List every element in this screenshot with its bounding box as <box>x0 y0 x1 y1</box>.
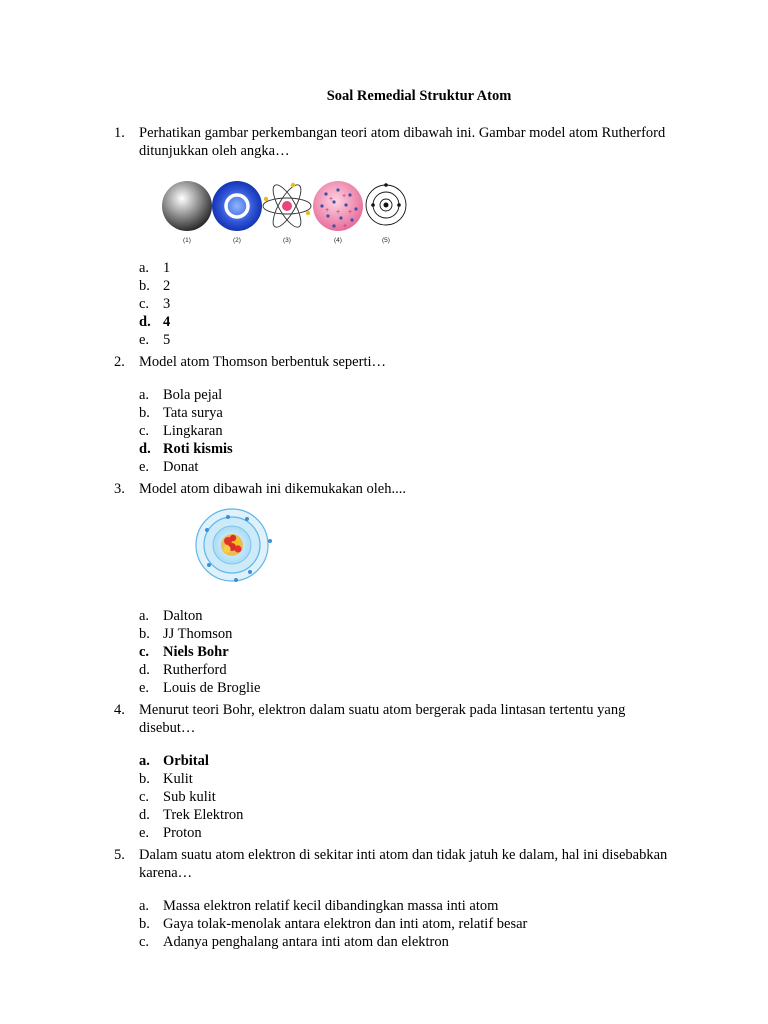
option-text: 1 <box>163 259 171 276</box>
option-text: Proton <box>163 825 202 842</box>
option-text: Louis de Broglie <box>163 680 261 697</box>
question-number: 3. <box>114 481 125 497</box>
svg-text:+: + <box>348 209 353 216</box>
answer-option <box>139 295 674 313</box>
question-4 <box>114 701 674 857</box>
option-letter: d. <box>139 807 150 824</box>
option-letter: e. <box>139 680 150 697</box>
option-text: Lingkaran <box>163 422 223 439</box>
answer-option <box>139 915 674 933</box>
figure-label-5: (5) <box>382 237 390 244</box>
answer-option <box>139 897 674 915</box>
question-3-options <box>114 592 674 712</box>
option-letter: d. <box>139 662 150 679</box>
option-letter: c. <box>139 422 150 439</box>
option-text: Tata surya <box>163 404 223 421</box>
option-text: JJ Thomson <box>163 625 233 642</box>
option-text: Massa elektron relatif kecil dibandingkan massa inti atom <box>163 897 499 914</box>
svg-text:+: + <box>329 196 334 203</box>
svg-text:+: + <box>342 193 347 200</box>
option-text: Orbital <box>163 752 209 769</box>
answer-option <box>139 643 674 661</box>
answer-option <box>139 331 674 349</box>
answer-option <box>139 661 674 679</box>
question-1-options <box>114 244 674 364</box>
options-list <box>139 752 674 843</box>
option-text: Rutherford <box>163 662 227 679</box>
answer-option <box>139 458 674 476</box>
option-letter: e. <box>139 332 150 349</box>
figure-label-3: (3) <box>283 237 291 244</box>
option-letter: b. <box>139 770 150 787</box>
option-letter: c. <box>139 788 150 805</box>
question-number: 5. <box>114 847 125 863</box>
option-text: 4 <box>163 314 171 331</box>
answer-option <box>139 277 674 295</box>
option-letter: b. <box>139 625 150 642</box>
dalton-model-icon <box>162 181 212 231</box>
option-text: 5 <box>163 332 171 349</box>
option-letter: b. <box>139 404 150 421</box>
answer-option <box>139 933 674 951</box>
page-title: Soal Remedial Struktur Atom <box>326 88 512 104</box>
option-letter: c. <box>139 933 150 950</box>
option-text: Dalton <box>163 607 203 624</box>
options-list <box>139 386 674 477</box>
svg-text:+: + <box>336 209 341 216</box>
option-letter: d. <box>139 441 151 458</box>
answer-option <box>139 259 674 277</box>
option-text: Niels Bohr <box>163 643 229 660</box>
option-letter: b. <box>139 915 150 932</box>
option-text: Donat <box>163 459 199 476</box>
question-number: 1. <box>114 125 125 141</box>
nucleus-icon <box>221 534 243 556</box>
question-1 <box>114 124 674 160</box>
answer-option <box>139 752 674 770</box>
answer-option <box>139 806 674 824</box>
option-text: Roti kismis <box>163 441 233 458</box>
option-letter: b. <box>139 277 150 294</box>
figure-label-4: (4) <box>334 237 342 244</box>
option-text: 3 <box>163 295 171 312</box>
figure-label-1: (1) <box>183 237 191 244</box>
option-text: Gaya tolak-menolak antara elektron dan inti atom, relatif besar <box>163 915 528 932</box>
option-text: Trek Elektron <box>163 807 244 824</box>
option-text: Bola pejal <box>163 386 223 403</box>
option-letter: e. <box>139 825 150 842</box>
svg-text:+: + <box>343 223 348 230</box>
option-text: Kulit <box>163 770 193 787</box>
answer-option <box>139 313 674 331</box>
answer-option <box>139 770 674 788</box>
question-number: 4. <box>114 702 125 718</box>
question-3 <box>114 480 674 498</box>
question-number: 2. <box>114 354 125 370</box>
option-text: Adanya penghalang antara inti atom dan elektron <box>163 933 449 950</box>
option-letter: c. <box>139 295 150 312</box>
cloud-model-icon <box>212 181 262 231</box>
answer-option <box>139 404 674 422</box>
answer-option <box>139 824 674 842</box>
option-letter: c. <box>139 643 150 660</box>
rutherford-model-icon <box>263 181 311 231</box>
option-letter: a. <box>139 752 150 769</box>
bohr-model-icon <box>366 183 406 225</box>
option-text: Sub kulit <box>163 788 216 805</box>
option-text: 2 <box>163 277 171 294</box>
bohr-atom-figure <box>192 508 276 589</box>
option-letter: a. <box>139 607 150 624</box>
options-list <box>139 259 674 350</box>
question-2 <box>114 353 674 491</box>
question-stem: Model atom dibawah ini dikemukakan oleh.... <box>139 481 406 497</box>
answer-option <box>139 386 674 404</box>
options-list <box>139 897 674 952</box>
options-list <box>139 607 674 698</box>
question-stem: Perhatikan gambar perkembangan teori atom dibawah ini. Gambar model atom Rutherford ditunjukkan oleh angka… <box>139 125 666 159</box>
atom-models-figure <box>158 176 410 253</box>
answer-option <box>139 788 674 806</box>
option-letter: d. <box>139 314 151 331</box>
question-stem: Dalam suatu atom elektron di sekitar inti atom dan tidak jatuh ke dalam, hal ini disebabkan karena… <box>139 847 668 881</box>
question-stem: Model atom Thomson berbentuk seperti… <box>139 354 386 370</box>
question-stem: Menurut teori Bohr, elektron dalam suatu atom bergerak pada lintasan tertentu yang disebut… <box>139 702 626 736</box>
answer-option <box>139 422 674 440</box>
option-letter: a. <box>139 259 150 276</box>
option-letter: e. <box>139 459 150 476</box>
figure-label-2: (2) <box>233 237 241 244</box>
answer-option <box>139 625 674 643</box>
option-letter: a. <box>139 897 150 914</box>
answer-option <box>139 679 674 697</box>
option-letter: a. <box>139 386 150 403</box>
answer-option <box>139 607 674 625</box>
thomson-model-icon <box>313 181 363 231</box>
answer-option <box>139 440 674 458</box>
svg-text:+: + <box>325 207 330 214</box>
question-5 <box>114 846 674 966</box>
